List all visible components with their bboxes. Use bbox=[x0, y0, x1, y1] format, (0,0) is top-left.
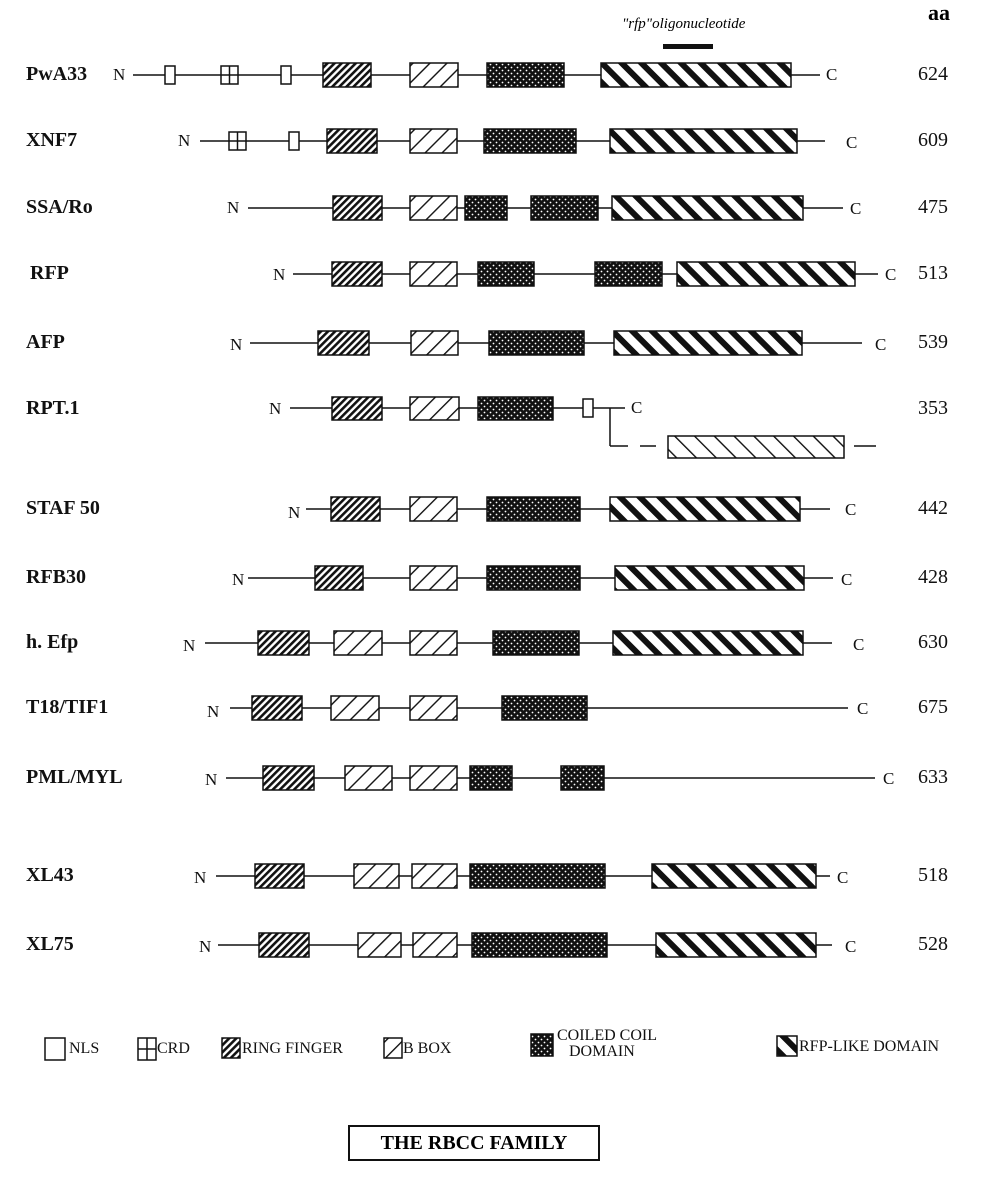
protein-row-afp bbox=[250, 331, 862, 355]
coiled-coil-box bbox=[493, 631, 579, 655]
protein-row-h-efp bbox=[205, 631, 832, 655]
b-box bbox=[410, 566, 457, 590]
coiled-coil-box bbox=[478, 262, 534, 286]
aa-length-afp: 539 bbox=[918, 331, 948, 353]
row-label-ssa-ro: SSA/Ro bbox=[26, 196, 93, 218]
row-label-xnf7: XNF7 bbox=[26, 129, 78, 151]
row-label-afp: AFP bbox=[26, 331, 65, 353]
c-terminus: C bbox=[826, 65, 838, 84]
coiled-coil-box bbox=[595, 262, 662, 286]
row-label-rfp: RFP bbox=[30, 262, 69, 284]
protein-row-rfb30 bbox=[248, 566, 833, 590]
rfp-like-box bbox=[652, 864, 816, 888]
coiled-coil-box bbox=[470, 864, 605, 888]
c-terminus: C bbox=[850, 199, 862, 218]
protein-row-t18-tif1 bbox=[230, 696, 848, 720]
legend-coil-swatch bbox=[531, 1034, 553, 1056]
b-box bbox=[410, 696, 457, 720]
nls-box bbox=[583, 399, 593, 417]
c-terminus: C bbox=[875, 335, 887, 354]
aa-length-xnf7: 609 bbox=[918, 129, 948, 151]
ring-finger-box bbox=[259, 933, 309, 957]
b-box bbox=[410, 397, 459, 420]
protein-row-xnf7 bbox=[200, 129, 825, 153]
aa-length-h-efp: 630 bbox=[918, 631, 948, 653]
ring-finger-box bbox=[252, 696, 302, 720]
n-terminus: N bbox=[199, 937, 212, 956]
rfp-like-box bbox=[610, 129, 797, 153]
protein-row-ssa-ro bbox=[248, 196, 843, 220]
aa-length-rfp: 513 bbox=[918, 262, 948, 284]
legend-bbox-label: B BOX bbox=[403, 1040, 452, 1057]
n-terminus: N bbox=[178, 131, 191, 150]
b-box bbox=[354, 864, 399, 888]
ring-finger-box bbox=[258, 631, 309, 655]
b-box bbox=[410, 262, 457, 286]
figure-title: THE RBCC FAMILY bbox=[348, 1125, 600, 1161]
aa-length-pwa33: 624 bbox=[918, 63, 948, 85]
coiled-coil-box bbox=[487, 63, 564, 87]
aa-header: aa bbox=[928, 0, 950, 25]
protein-row-pwa33 bbox=[133, 63, 820, 87]
coiled-coil-box bbox=[484, 129, 576, 153]
oligonucleotide-label: "rfp"oligonucleotide bbox=[622, 16, 746, 32]
rfp-like-box-alt bbox=[668, 436, 844, 458]
b-box bbox=[410, 129, 457, 153]
oligo-bar bbox=[663, 44, 713, 49]
n-terminus: N bbox=[232, 570, 245, 589]
aa-length-rpt1: 353 bbox=[918, 397, 948, 419]
c-terminus: C bbox=[631, 398, 643, 417]
row-label-t18-tif1: T18/TIF1 bbox=[26, 696, 109, 718]
n-terminus: N bbox=[205, 770, 218, 789]
rfp-like-box bbox=[656, 933, 816, 957]
rfp-like-box bbox=[610, 497, 800, 521]
coiled-coil-box bbox=[472, 933, 607, 957]
c-terminus: C bbox=[841, 570, 853, 589]
coiled-coil-box bbox=[487, 566, 580, 590]
nls-box bbox=[289, 132, 299, 150]
b-box bbox=[410, 196, 457, 220]
coiled-coil-box bbox=[487, 497, 580, 521]
row-label-staf50: STAF 50 bbox=[26, 497, 100, 519]
nls-box bbox=[165, 66, 175, 84]
n-terminus: N bbox=[194, 868, 207, 887]
b-box bbox=[410, 631, 457, 655]
b-box bbox=[410, 63, 458, 87]
crd-box bbox=[221, 66, 238, 84]
legend-coil-label-2: DOMAIN bbox=[569, 1043, 635, 1060]
legend-nls-swatch bbox=[45, 1038, 65, 1060]
aa-length-rfb30: 428 bbox=[918, 566, 948, 588]
n-terminus: N bbox=[269, 399, 282, 418]
ring-finger-box bbox=[333, 196, 382, 220]
aa-length-staf50: 442 bbox=[918, 497, 948, 519]
n-terminus: N bbox=[227, 198, 240, 217]
ring-finger-box bbox=[332, 262, 382, 286]
row-label-xl75: XL75 bbox=[26, 933, 74, 955]
b-box bbox=[410, 766, 457, 790]
protein-row-pml-myl bbox=[226, 766, 875, 790]
c-terminus: C bbox=[837, 868, 849, 887]
n-terminus: N bbox=[288, 503, 301, 522]
aa-length-t18-tif1: 675 bbox=[918, 696, 948, 718]
row-label-rpt1: RPT.1 bbox=[26, 397, 80, 419]
c-terminus: C bbox=[845, 500, 857, 519]
row-label-pwa33: PwA33 bbox=[26, 63, 88, 85]
b-box bbox=[411, 331, 458, 355]
coiled-coil-box bbox=[502, 696, 587, 720]
row-label-xl43: XL43 bbox=[26, 864, 74, 886]
ring-finger-box bbox=[331, 497, 380, 521]
aa-length-xl43: 518 bbox=[918, 864, 948, 886]
coiled-coil-box bbox=[561, 766, 604, 790]
aa-length-ssa-ro: 475 bbox=[918, 196, 948, 218]
c-terminus: C bbox=[846, 133, 858, 152]
legend-coil-label-1: COILED COIL bbox=[557, 1027, 657, 1044]
b-box bbox=[413, 933, 457, 957]
coiled-coil-box bbox=[470, 766, 512, 790]
rfp-like-box bbox=[613, 631, 803, 655]
aa-length-pml-myl: 633 bbox=[918, 766, 948, 788]
coiled-coil-box bbox=[531, 196, 598, 220]
n-terminus: N bbox=[183, 636, 196, 655]
n-terminus: N bbox=[113, 65, 126, 84]
rfp-like-box bbox=[601, 63, 791, 87]
n-terminus: N bbox=[273, 265, 286, 284]
protein-row-xl43 bbox=[216, 864, 830, 888]
c-terminus: C bbox=[845, 937, 857, 956]
legend-ring-label: RING FINGER bbox=[242, 1040, 343, 1057]
ring-finger-box bbox=[323, 63, 371, 87]
legend-bbox-swatch bbox=[384, 1038, 402, 1058]
b-box bbox=[412, 864, 457, 888]
rfp-like-box bbox=[677, 262, 855, 286]
protein-row-staf50 bbox=[306, 497, 830, 521]
coiled-coil-box bbox=[465, 196, 507, 220]
b-box bbox=[410, 497, 457, 521]
aa-length-xl75: 528 bbox=[918, 933, 948, 955]
ring-finger-box bbox=[315, 566, 363, 590]
legend-nls-label: NLS bbox=[69, 1040, 100, 1057]
row-label-pml-myl: PML/MYL bbox=[26, 766, 123, 788]
row-label-rfb30: RFB30 bbox=[26, 566, 86, 588]
n-terminus: N bbox=[230, 335, 243, 354]
coiled-coil-box bbox=[489, 331, 584, 355]
c-terminus: C bbox=[883, 769, 895, 788]
coiled-coil-box bbox=[478, 397, 553, 420]
legend-ring-swatch bbox=[222, 1038, 240, 1058]
row-label-h-efp: h. Efp bbox=[26, 631, 79, 653]
rfp-like-box bbox=[614, 331, 802, 355]
c-terminus: C bbox=[885, 265, 897, 284]
b-box bbox=[345, 766, 392, 790]
legend-crd-swatch bbox=[138, 1038, 156, 1060]
protein-row-rpt1 bbox=[290, 397, 876, 458]
crd-box bbox=[229, 132, 246, 150]
legend-rfp-swatch bbox=[777, 1036, 797, 1056]
ring-finger-box bbox=[255, 864, 304, 888]
b-box bbox=[358, 933, 401, 957]
b-box bbox=[334, 631, 382, 655]
legend-crd-label: CRD bbox=[157, 1040, 190, 1057]
ring-finger-box bbox=[318, 331, 369, 355]
rfp-like-box bbox=[615, 566, 804, 590]
legend-rfp-label: RFP-LIKE DOMAIN bbox=[799, 1038, 939, 1055]
rfp-like-box bbox=[612, 196, 803, 220]
n-terminus: N bbox=[207, 702, 220, 721]
c-terminus: C bbox=[857, 699, 869, 718]
protein-row-rfp bbox=[293, 262, 878, 286]
ring-finger-box bbox=[332, 397, 382, 420]
protein-row-xl75 bbox=[218, 933, 832, 957]
c-terminus: C bbox=[853, 635, 865, 654]
ring-finger-box bbox=[263, 766, 314, 790]
ring-finger-box bbox=[327, 129, 377, 153]
b-box bbox=[331, 696, 379, 720]
nls-box bbox=[281, 66, 291, 84]
